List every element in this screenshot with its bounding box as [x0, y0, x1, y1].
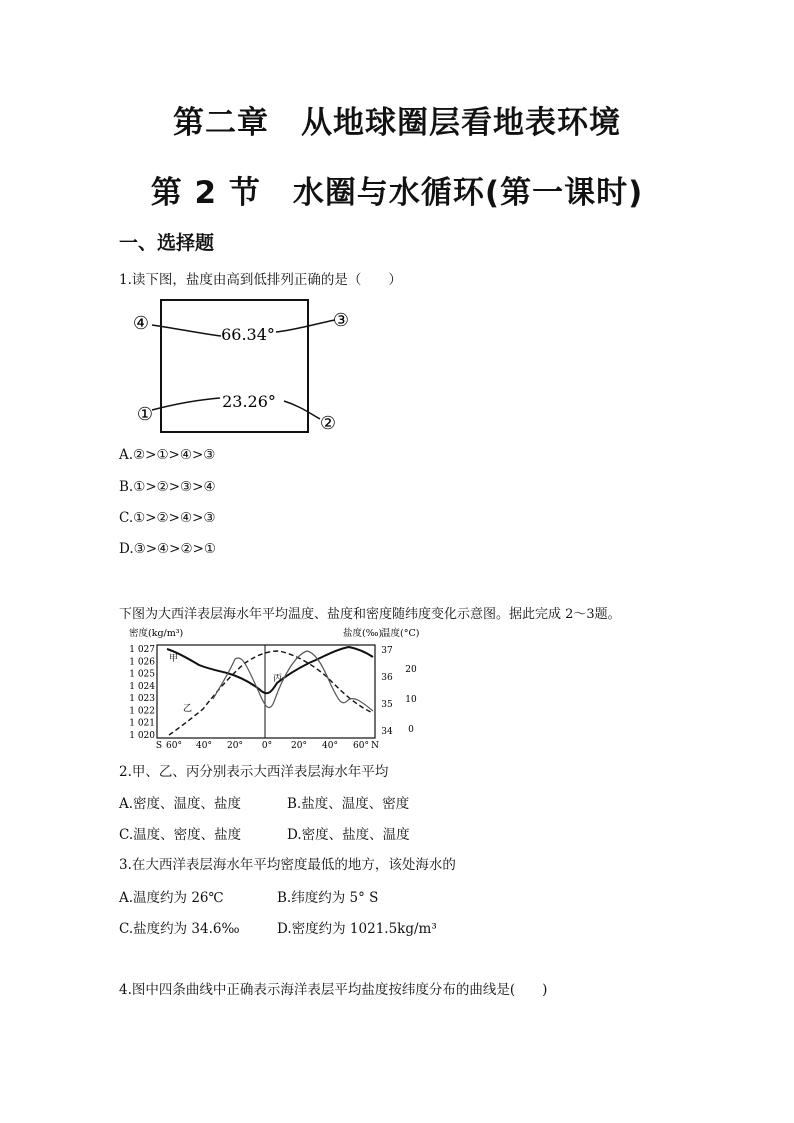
density-tick-label: 1 022	[129, 706, 155, 717]
q3-option-b: B.纬度约为 5° S	[277, 890, 379, 906]
x-tick-label: N	[371, 741, 379, 751]
x-tick-label: 20°	[227, 741, 243, 751]
q1-figure-box	[161, 300, 308, 432]
q1-label-1: ①	[136, 404, 154, 425]
q1-curve-3	[276, 320, 335, 332]
curve-label-bing: 丙	[273, 674, 283, 684]
q1-option-c: C.①>②>④>③	[119, 510, 216, 526]
right-axis-label-temperature: 温度(°C)	[381, 628, 420, 639]
temperature-ticks	[405, 665, 417, 735]
q3-option-a: A.温度约为 26℃	[119, 890, 224, 906]
q3-option-c: C.盐度约为 34.6‰	[119, 921, 240, 937]
x-tick-label: 60°	[353, 741, 369, 751]
x-tick-label: 0°	[261, 741, 273, 751]
q3-stem: 3.在大西洋表层海水年平均密度最低的地方，该处海水的	[119, 857, 456, 873]
curve-label-jia: 甲	[169, 654, 179, 664]
q1-stem: 1.读下图，盐度由高到低排列正确的是（ ）	[119, 272, 402, 288]
q2-option-d: D.密度、盐度、温度	[287, 827, 410, 843]
salinity-ticks	[381, 646, 393, 737]
x-tick-label: 40°	[322, 741, 338, 751]
q1-option-d: D.③>④>②>①	[119, 541, 216, 557]
q2-stem: 2.甲、乙、丙分别表示大西洋表层海水年平均	[119, 764, 389, 780]
temperature-tick-label: 0	[408, 725, 414, 735]
salinity-tick-label: 35	[381, 700, 393, 710]
q4-stem: 4.图中四条曲线中正确表示海洋表层平均盐度按纬度分布的曲线是( )	[119, 982, 548, 998]
right-axis-label-salinity: 盐度(‰)	[343, 628, 383, 639]
q2-option-a: A.密度、温度、盐度	[119, 796, 242, 812]
density-tick-label: 1 025	[129, 669, 155, 680]
q1-lat-top: 66.34°	[221, 325, 275, 344]
x-tick-label: S	[155, 741, 163, 751]
section-title: 第 2 节 水圈与水循环(第一课时)	[150, 175, 644, 211]
chapter-title: 第二章 从地球圈层看地表环境	[173, 105, 621, 141]
q1-label-3: ③	[332, 310, 350, 331]
q2-option-b: B.盐度、温度、密度	[287, 796, 410, 812]
q1-option-a: A.②>①>④>③	[119, 447, 216, 463]
salinity-tick-label: 37	[381, 646, 393, 656]
left-axis-label: 密度(kg/m³)	[129, 628, 184, 639]
salinity-tick-label: 36	[381, 673, 393, 683]
q1-label-4: ④	[132, 313, 150, 334]
temperature-tick-label: 20	[405, 665, 417, 675]
q3-option-d: D.密度约为 1021.5kg/m³	[277, 921, 437, 937]
q1-curve-1	[152, 398, 220, 410]
salinity-tick-label: 34	[381, 727, 393, 737]
density-tick-label: 1 026	[129, 657, 155, 668]
x-tick-label: 40°	[196, 741, 212, 751]
q1-curve-4	[152, 325, 221, 336]
density-tick-label: 1 023	[129, 694, 155, 705]
curve-jia	[167, 647, 373, 693]
x-tick-label: 60°	[166, 741, 182, 751]
atlantic-chart	[117, 625, 437, 755]
q1-label-2: ②	[319, 413, 337, 434]
density-tick-label: 1 027	[129, 645, 155, 655]
curve-bing	[213, 651, 373, 711]
section-heading: 一、选择题	[119, 232, 215, 254]
curve-yi	[169, 651, 373, 735]
q1-option-b: B.①>②>③>④	[119, 479, 216, 495]
intro-text: 下图为大西洋表层海水年平均温度、盐度和密度随纬度变化示意图。据此完成 2～3题。	[119, 607, 621, 622]
temperature-tick-label: 10	[405, 695, 417, 705]
curve-label-yi: 乙	[183, 704, 193, 714]
x-ticks	[156, 741, 379, 751]
density-tick-label: 1 021	[129, 718, 155, 729]
density-ticks	[129, 645, 155, 741]
density-tick-label: 1 024	[129, 681, 155, 692]
x-tick-label: 20°	[291, 741, 307, 751]
q1-figure	[125, 292, 360, 442]
q1-lat-bottom: 23.26°	[222, 392, 276, 411]
density-tick-label: 1 020	[129, 731, 155, 741]
q2-option-c: C.温度、密度、盐度	[119, 827, 242, 843]
q1-curve-2	[284, 401, 320, 419]
